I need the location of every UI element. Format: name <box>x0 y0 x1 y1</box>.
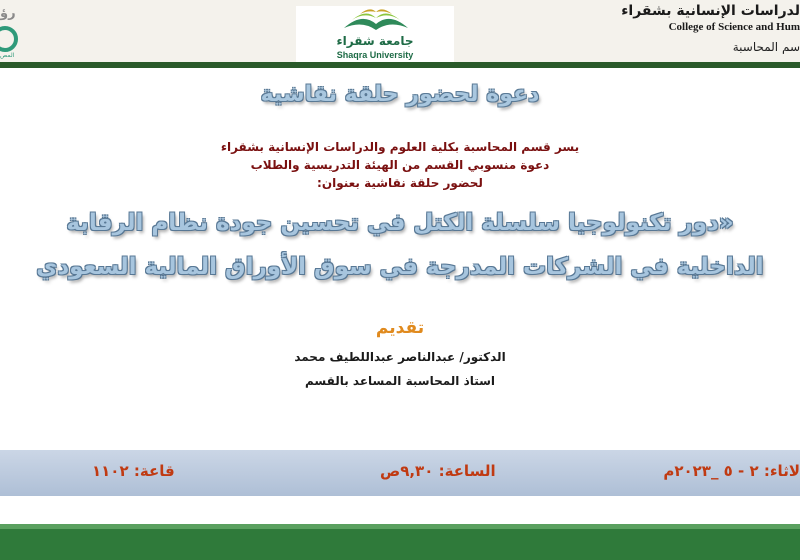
invitation-line-3: لحضور حلقة نقاشية بعنوان: <box>317 176 483 190</box>
event-time-value: ٩,٣٠ص <box>380 462 434 480</box>
college-name-arabic: لدراسات الإنسانية بشقراء <box>621 3 800 19</box>
book-leaves-icon <box>296 6 454 36</box>
footer-bar <box>0 524 800 560</box>
event-room <box>92 462 175 480</box>
university-logo <box>296 6 454 62</box>
event-time-label: الساعة: <box>438 462 496 480</box>
vision-logo <box>0 4 20 60</box>
vision-logo-text: رؤ <box>0 6 16 21</box>
event-room-value: ١١٠٢ <box>92 462 129 480</box>
vision-logo-small-text: المص <box>0 52 15 59</box>
event-date <box>663 462 800 480</box>
event-room-label: قاعة: <box>133 462 175 480</box>
vision-logo-ring-icon <box>0 26 18 52</box>
event-date-label: لاثاء: <box>763 462 800 480</box>
invitation-line-1: يسر قسم المحاسبة بكلية العلوم والدراسات الإنسانية بشقراء <box>220 140 580 154</box>
footer-accent <box>0 524 800 529</box>
topic-line-1: «دور تكنولوجيا سلسلة الكتل في تحسين جودة نظام الرقابة <box>66 210 734 236</box>
presenter-name: الدكتور/ عبدالناصر عبداللطيف محمد <box>294 350 506 364</box>
presenter-title: استاذ المحاسبة المساعد بالقسم <box>304 374 496 388</box>
topic-line-2: الداخلية في الشركات المدرجة في سوق الأوراق المالية السعودي <box>36 254 764 280</box>
college-name-english: College of Science and Hum <box>668 21 800 33</box>
header <box>0 0 800 62</box>
department-name: سم المحاسبة <box>732 40 800 54</box>
university-name-english: Shaqra University <box>336 50 414 60</box>
header-divider <box>0 62 800 68</box>
university-name-arabic: جامعة شقراء <box>336 34 414 48</box>
page-title: دعوة لحضور حلقة نقاشية <box>260 82 540 107</box>
event-time <box>380 462 496 480</box>
presented-by-heading: تقديم <box>375 318 425 338</box>
event-date-value: ٢ - ٥ _٢٠٢٣م <box>663 462 759 480</box>
invitation-line-2: دعوة منسوبي القسم من الهيئة التدريسية والطلاب <box>250 158 550 172</box>
